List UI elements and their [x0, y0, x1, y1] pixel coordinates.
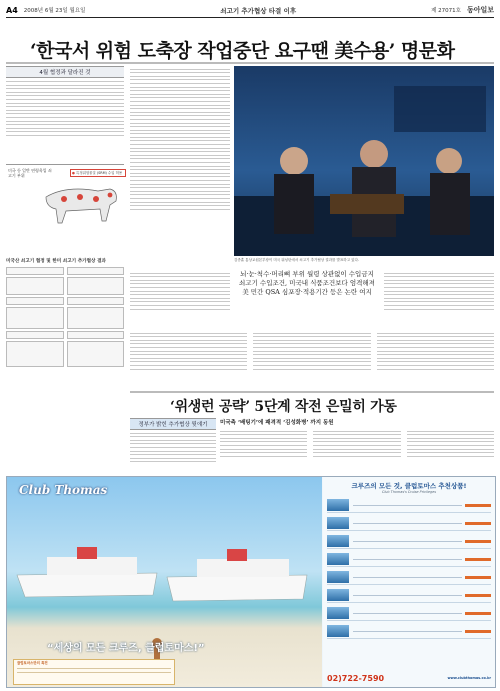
side-box-title: 4월 협정과 달라진 것: [6, 66, 124, 78]
srm-legend: ● 특정위험물질 (SRM) 수입 허용: [70, 169, 126, 177]
ad-product-row[interactable]: [327, 624, 491, 639]
cruise-photo: [7, 477, 322, 687]
article-deck: [234, 270, 380, 297]
ad-product-row[interactable]: [327, 516, 491, 531]
page-header: [6, 4, 494, 16]
ad-product-row[interactable]: [327, 606, 491, 621]
table-cell: [67, 277, 125, 295]
ad-product-row[interactable]: [327, 552, 491, 567]
article-body-col3: [384, 270, 494, 328]
ad-slogan: “세상의 모든 크루즈, 클럽토마스!”: [47, 643, 205, 654]
photo-caption: 김종훈 통상교섭본부장이 미국 워싱턴에서 쇠고기 추가협상 결과를 발표하고 있다.: [234, 258, 359, 262]
headline-rule: [6, 62, 494, 64]
srm-marker-icon: [108, 193, 113, 198]
ad-contact: [327, 674, 491, 683]
table-title: 미국산 쇠고기 협정 및 한미 쇠고기 추가협상 결과: [6, 259, 106, 264]
issue-date: 2008년 6월 23일 월요일: [23, 8, 86, 14]
section-rule: [130, 391, 494, 393]
deck-line-3: 美 민간 QSA 심포장·적용기간 등은 논란 여지: [242, 288, 372, 296]
deck-line-2: 쇠고기 수입조건, 미국내 식품조건보다 엄격해져: [239, 279, 375, 287]
ad-brand: Club Thomas: [19, 483, 108, 497]
ad-product-row[interactable]: [327, 588, 491, 603]
table-cell: [67, 307, 125, 329]
ad-product-row[interactable]: [327, 570, 491, 585]
srm-marker-icon: [77, 194, 83, 200]
table-cell: [6, 341, 64, 367]
second-headline: ‘위생런 공략’ 5단계 작전 은밀히 가동: [170, 399, 397, 415]
page-number: A4: [6, 5, 18, 15]
table-cell: [67, 331, 125, 339]
issue-number: 제 27071호: [431, 8, 461, 14]
section-title: 쇠고기 추가협상 타결 이후: [220, 6, 297, 15]
press-photo-figures: [234, 66, 494, 256]
table-cell: [6, 307, 64, 329]
deck-line-1: 뇌·눈·척수·머리뼈 부위 월령 상관없이 수입금지: [240, 270, 374, 278]
graphic-title: 미국 등 일반 연령육입 쇠고기 부위: [8, 168, 52, 178]
press-photo: [234, 66, 494, 256]
ad-product-list: [323, 477, 495, 687]
side-box-text: [6, 81, 124, 136]
ad-phone[interactable]: 02)722-7590: [327, 674, 385, 683]
ad-url[interactable]: www.clubthomas.co.kr: [447, 676, 491, 681]
ad-product-row[interactable]: [327, 534, 491, 549]
ad-product-row[interactable]: [327, 498, 491, 513]
article-body-col2: [130, 270, 230, 328]
table-cell: [6, 267, 64, 275]
ad-features-box: [13, 659, 175, 685]
second-box-title: 정부가 밝힌 추가협상 뒷얘기: [130, 418, 216, 430]
cow-diagram: [6, 169, 124, 249]
table-cell: [6, 277, 64, 295]
ad-subtitle: Club Thomas's Cruise Privileges: [381, 490, 437, 494]
srm-legend-import: 수입 허용: [107, 171, 123, 175]
article-body-strip: [130, 330, 494, 390]
article-body-col1: [130, 66, 230, 256]
main-headline: ‘한국서 위험 도축장 작업중단 요구땐 美수용’ 명문화: [30, 40, 455, 62]
srm-legend-label: 특정위험물질 (SRM): [76, 171, 107, 175]
cow-icon: [46, 189, 116, 223]
table-cell: [6, 331, 64, 339]
header-rule: [6, 17, 494, 18]
srm-marker-icon: [61, 196, 67, 202]
table-cell: [6, 297, 64, 305]
second-box: [130, 418, 216, 472]
newspaper-logo: 동아일보: [466, 6, 494, 14]
agreement-table: [6, 258, 124, 367]
ad-title: 크루즈의 모든 것, 클럽토마스 추천상품!: [351, 482, 467, 490]
second-subhead: 미국측 ‘배팅기’에 패격적 ‘김성화병’ 까지 동원: [220, 420, 334, 426]
srm-marker-icon: [93, 196, 99, 202]
cruise-ships: [7, 477, 322, 687]
second-article-body: [220, 428, 494, 472]
table-cell: [67, 267, 125, 275]
ad-features-title: 클럽토마스만의 특전: [17, 661, 48, 665]
club-thomas-ad: [6, 476, 496, 688]
table-cell: [67, 341, 125, 367]
cattle-graphic: [6, 164, 124, 249]
table-cell: [67, 297, 125, 305]
